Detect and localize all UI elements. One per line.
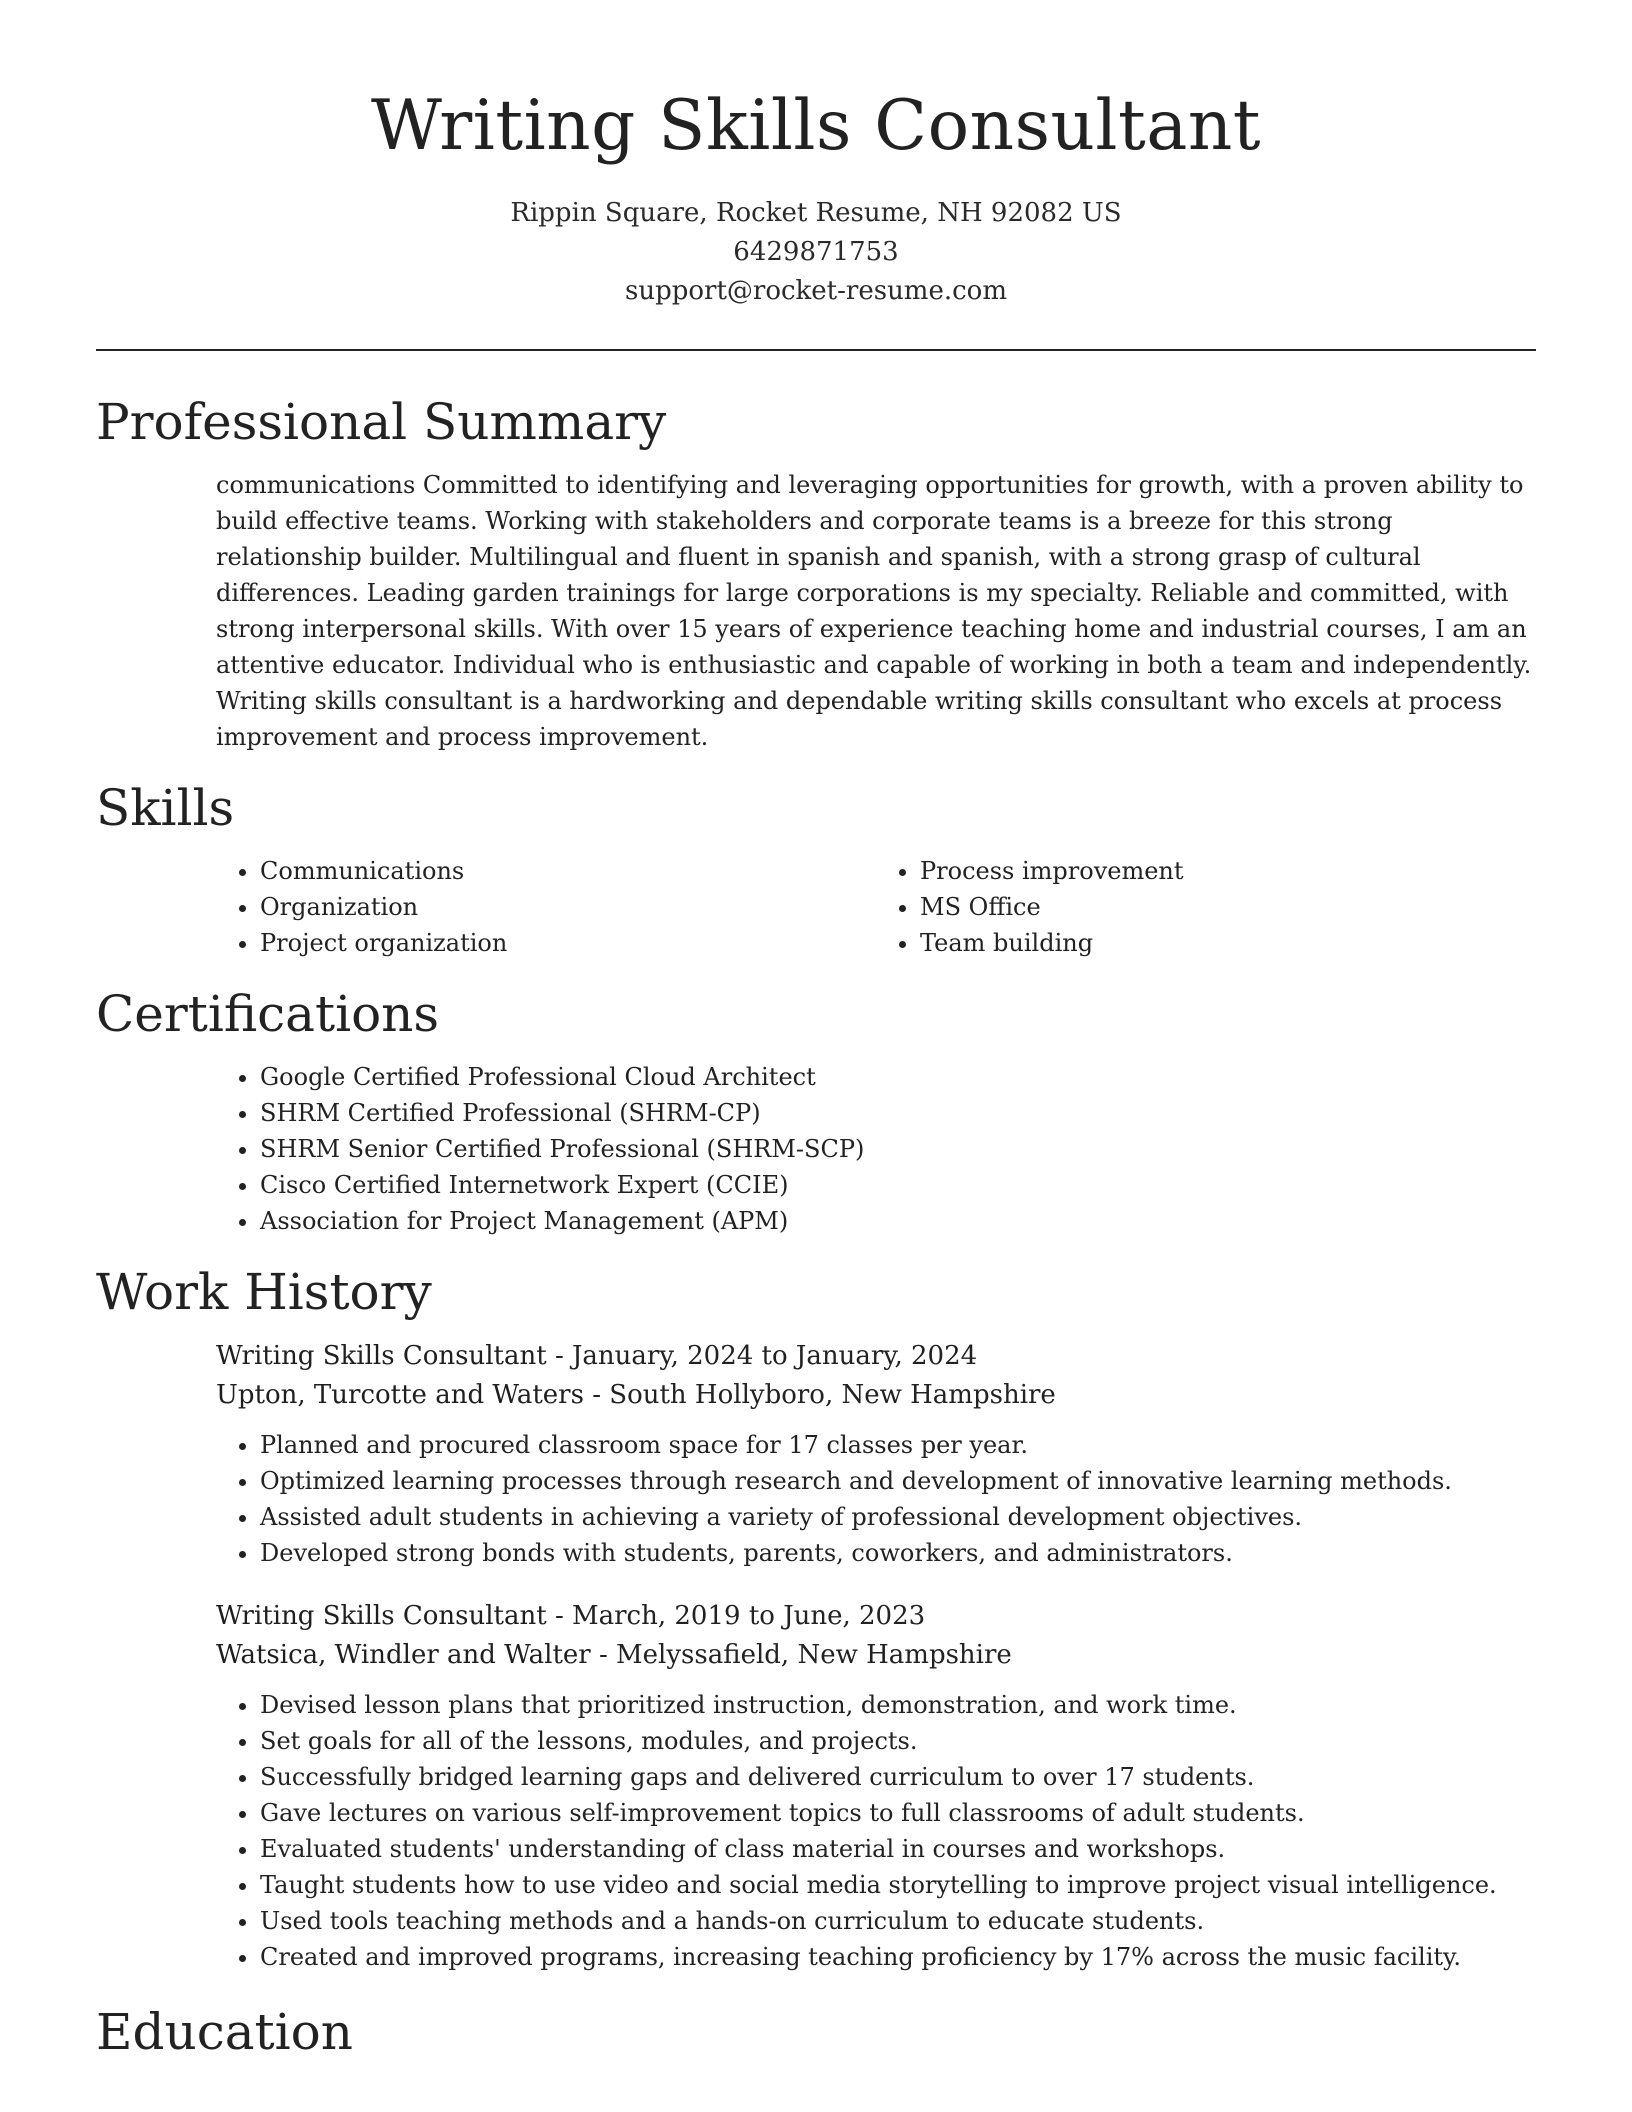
job-bullet: • Set goals for all of the lessons, modules, and projects.	[260, 1723, 1536, 1759]
job-bullet: • Optimized learning processes through research and development of innovative learning methods.	[260, 1463, 1536, 1499]
job-bullet: • Used tools teaching methods and a hands-on curriculum to educate students.	[260, 1903, 1536, 1939]
work-history-title: Work History	[96, 1263, 432, 1321]
job-bullets	[216, 1687, 1536, 1975]
certifications-list	[216, 1059, 1536, 1239]
job-bullet: • Developed strong bonds with students, parents, coworkers, and administrators.	[260, 1535, 1536, 1571]
job-bullet: • Planned and procured classroom space for 17 classes per year.	[260, 1427, 1536, 1463]
job-bullet: • Successfully bridged learning gaps and delivered curriculum to over 17 students.	[260, 1759, 1536, 1795]
contact-email: support@rocket-resume.com	[624, 276, 1007, 306]
job-location: - Melyssafield, New Hampshire	[590, 1640, 1012, 1670]
job-company: Upton, Turcotte and Waters	[216, 1380, 584, 1410]
skill-item: • Project organization	[260, 925, 876, 961]
job-company: Watsica, Windler and Walter	[216, 1640, 591, 1670]
contact-address: Rippin Square, Rocket Resume, NH 92082 US	[510, 198, 1122, 228]
certification-item: • SHRM Senior Certified Professional (SHRM-SCP)	[260, 1131, 1536, 1167]
job-bullet: • Taught students how to use video and social media storytelling to improve project visual intelligence.	[260, 1867, 1536, 1903]
skill-item: • Organization	[260, 889, 876, 925]
job-company-line	[216, 1376, 1536, 1415]
summary-title: Professional Summary	[96, 393, 667, 451]
job-entry	[216, 1597, 1536, 1975]
job-bullet: • Evaluated students' understanding of class material in courses and workshops.	[260, 1831, 1536, 1867]
header-divider	[96, 349, 1536, 351]
candidate-name: Writing Skills Consultant	[370, 86, 1262, 166]
job-bullet: • Gave lectures on various self-improvement topics to full classrooms of adult students.	[260, 1795, 1536, 1831]
job-dates: - January, 2024 to January, 2024	[546, 1341, 978, 1371]
skill-item: • Communications	[260, 853, 876, 889]
certification-item: • Google Certified Professional Cloud Architect	[260, 1059, 1536, 1095]
contact-info	[96, 194, 1536, 311]
resume-page	[96, 0, 1536, 2063]
certification-item: • Association for Project Management (APM)	[260, 1203, 1536, 1239]
certifications-section	[96, 983, 1536, 1239]
work-history-section	[96, 1261, 1536, 1975]
job-bullet: • Devised lesson plans that prioritized instruction, demonstration, and work time.	[260, 1687, 1536, 1723]
education-title: Education	[96, 2003, 353, 2061]
skills-column-right	[876, 853, 1536, 961]
resume-header	[96, 0, 1536, 311]
skills-section	[96, 777, 1536, 961]
skill-item: • MS Office	[920, 889, 1536, 925]
job-entry	[216, 1337, 1536, 1571]
certification-item: • SHRM Certified Professional (SHRM-CP)	[260, 1095, 1536, 1131]
certifications-title: Certifications	[96, 985, 440, 1043]
summary-text: communications Committed to identifying and leveraging opportunities for growth, with a proven ability to build effective teams. Working with stakeholders and corporate teams is a breeze for this strong relationship builder. Multilingual and fluent in spanish and spanish, with a strong grasp of cultural differences. Leading garden trainings for large corporations is my specialty. Reliable and committed, with strong interpersonal skills. With over 15 years of experience teaching home and industrial courses, I am an attentive educator. Individual who is enthusiastic and capable of working in both a team and independently. Writing skills consultant is a hardworking and dependable writing skills consultant who excels at process improvement and process improvement.	[216, 471, 1532, 751]
job-company-line	[216, 1636, 1536, 1675]
summary-section	[96, 391, 1536, 755]
skills-title: Skills	[96, 779, 235, 837]
job-dates: - March, 2019 to June, 2023	[546, 1601, 926, 1631]
education-section	[96, 2001, 1536, 2063]
job-bullet: • Assisted adult students in achieving a variety of professional development objectives.	[260, 1499, 1536, 1535]
job-bullet: • Created and improved programs, increasing teaching proficiency by 17% across the music facility.	[260, 1939, 1536, 1975]
job-location: - South Hollyboro, New Hampshire	[583, 1380, 1056, 1410]
certification-item: • Cisco Certified Internetwork Expert (CCIE)	[260, 1167, 1536, 1203]
job-role: Writing Skills Consultant	[216, 1601, 547, 1631]
skill-item: • Team building	[920, 925, 1536, 961]
job-title-line	[216, 1597, 1536, 1636]
skill-item: • Process improvement	[920, 853, 1536, 889]
skills-list	[216, 853, 1536, 961]
job-title-line	[216, 1337, 1536, 1376]
skills-column-left	[216, 853, 876, 961]
contact-phone: 6429871753	[733, 237, 899, 267]
job-role: Writing Skills Consultant	[216, 1341, 547, 1371]
job-bullets	[216, 1427, 1536, 1571]
